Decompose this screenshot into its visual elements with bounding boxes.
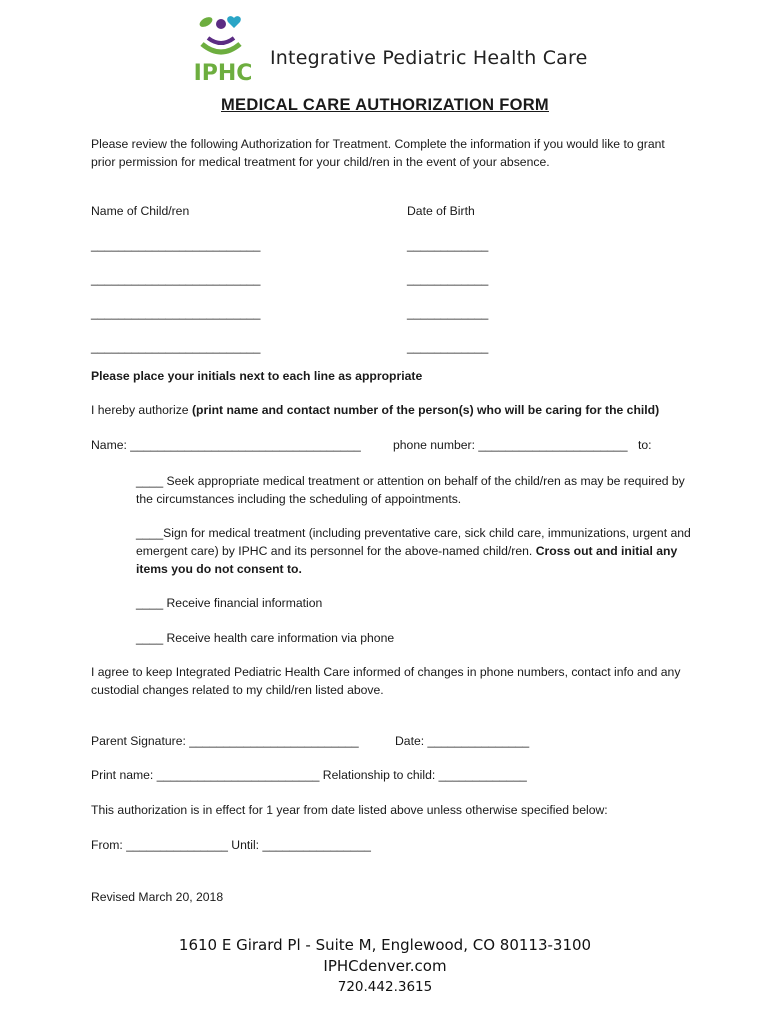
parent-signature-label: Parent Signature: — [91, 734, 190, 748]
to-label: to: — [638, 438, 652, 452]
org-name: Integrative Pediatric Health Care — [270, 47, 588, 69]
item-financial-info[interactable]: ____ Receive financial information — [136, 596, 323, 610]
item-sign-treatment[interactable]: ____Sign for medical treatment (including preventative care, sick child care, immunizations, urgent and emergent care) by IPHC and its personnel for the above-named child/ren. Cross out and initial any items you do not consent to. — [136, 526, 691, 576]
relationship-label: Relationship to child: — [319, 768, 439, 782]
date-line — [395, 734, 529, 748]
heart-icon — [227, 16, 241, 28]
caregiver-name-field[interactable]: __________________________________ — [130, 438, 361, 452]
item-health-info-phone[interactable]: ____ Receive health care information via phone — [136, 631, 395, 645]
initials-heading: Please place your initials next to each line as appropriate — [91, 369, 423, 383]
phone-field[interactable]: ______________________ — [478, 438, 628, 452]
date-label: Date: — [395, 734, 428, 748]
logo-text: IPHC — [193, 61, 253, 82]
dob-header: Date of Birth — [407, 204, 475, 218]
authorize-bold: (print name and contact number of the person(s) who will be caring for the child) — [191, 403, 660, 417]
footer-address: 1610 E Girard Pl - Suite M, Englewood, CO 80113-3100 — [178, 936, 592, 954]
child-name-field[interactable]: _________________________ — [91, 306, 261, 320]
print-name-label: Print name: — [91, 768, 157, 782]
intro-text: Please review the following Authorization for Treatment. Complete the information if you would like to grant prior permission for medical treatment for your child/ren in the event of your absence. — [91, 137, 665, 169]
iphc-logo — [184, 14, 262, 82]
from-label: From: — [91, 838, 127, 852]
item-seek-treatment[interactable]: ____ Seek appropriate medical treatment or attention on behalf of the child/ren as may be required by the circumstances including the scheduling of appointments. — [136, 474, 685, 506]
from-field[interactable]: _______________ — [126, 838, 228, 852]
phone-line — [393, 438, 628, 452]
form-title: MEDICAL CARE AUTHORIZATION FORM — [221, 96, 549, 114]
name-label: Name: — [91, 438, 131, 452]
until-label: Until: — [227, 838, 263, 852]
phone-label: phone number: — [393, 438, 479, 452]
relationship-field[interactable]: _____________ — [438, 768, 527, 782]
hands-icon — [202, 44, 240, 52]
effect-text: This authorization is in effect for 1 year from date listed above unless otherwise specified below: — [91, 803, 608, 817]
dob-field[interactable]: ____________ — [407, 272, 489, 286]
agree-text: I agree to keep Integrated Pediatric Health Care informed of changes in phone numbers, contact info and any custodial changes related to my child/ren listed above. — [91, 665, 681, 697]
from-until-line — [91, 838, 371, 852]
date-field[interactable]: _______________ — [427, 734, 530, 748]
child-name-header: Name of Child/ren — [91, 204, 190, 218]
child-name-field[interactable]: _________________________ — [91, 272, 261, 286]
dob-field[interactable]: ____________ — [407, 306, 489, 320]
leaf-icon — [198, 15, 214, 29]
child-name-field[interactable]: _________________________ — [91, 238, 261, 252]
print-name-line — [91, 768, 527, 782]
print-name-field[interactable]: ________________________ — [156, 768, 320, 782]
until-field[interactable]: ________________ — [262, 838, 371, 852]
footer-phone: 720.442.3615 — [337, 979, 433, 995]
dob-field[interactable]: ____________ — [407, 238, 489, 252]
cross-out-note: Cross out and initial any items you do not consent to. — [136, 544, 678, 576]
figure-head-icon — [216, 19, 226, 29]
authorize-line — [91, 403, 659, 417]
caregiver-name-line — [91, 438, 361, 452]
parent-signature-line — [91, 734, 359, 748]
parent-signature-field[interactable]: _________________________ — [189, 734, 359, 748]
child-name-field[interactable]: _________________________ — [91, 340, 261, 354]
revised-date: Revised March 20, 2018 — [91, 890, 224, 904]
footer-website: IPHCdenver.com — [323, 957, 447, 975]
dob-field[interactable]: ____________ — [407, 340, 489, 354]
authorize-lead: I hereby authorize — [91, 403, 192, 417]
